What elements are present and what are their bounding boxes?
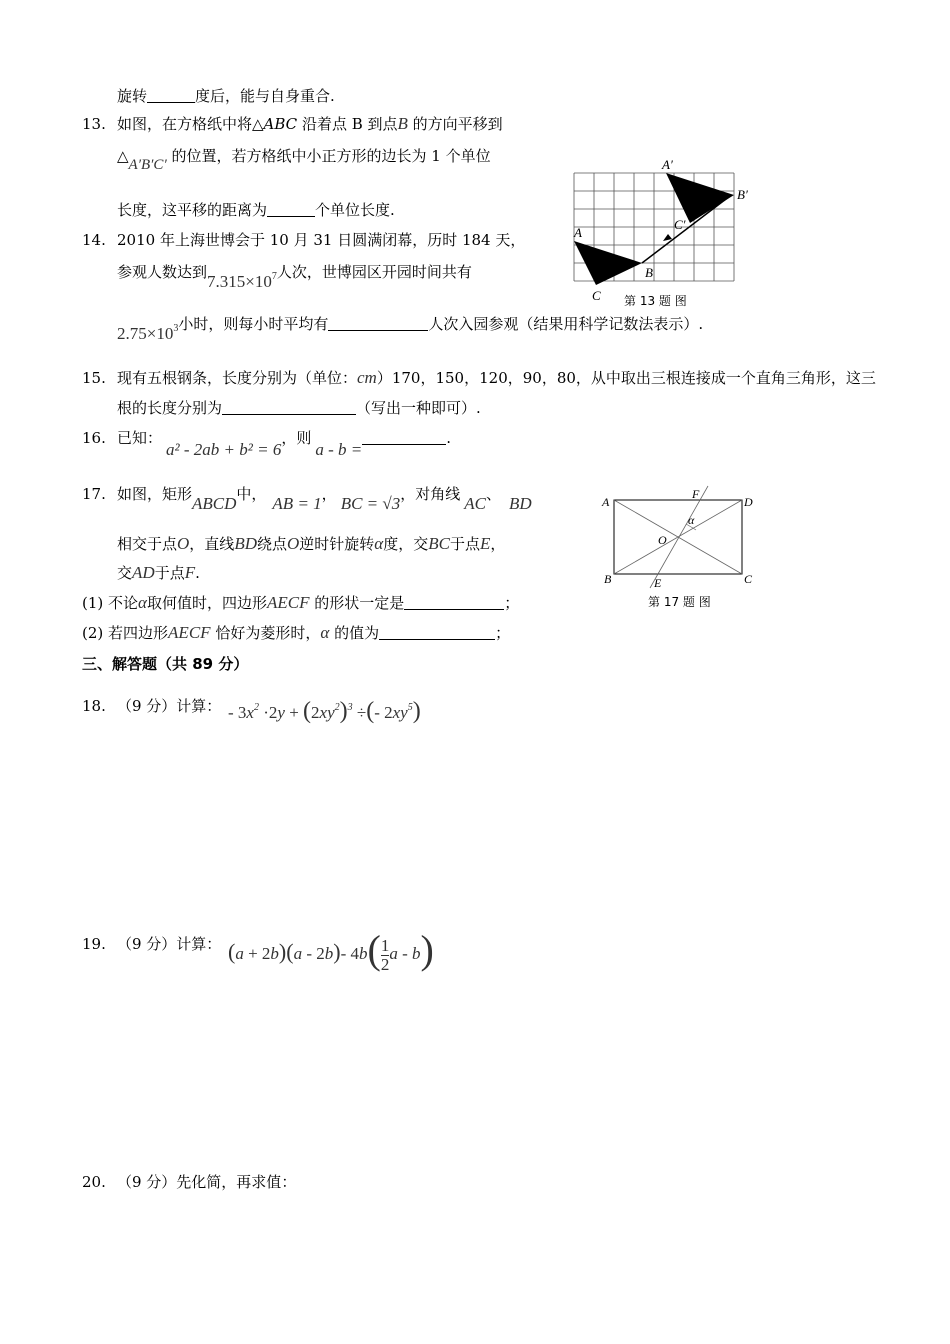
q17-number: 17.	[82, 485, 106, 503]
label-o: O	[658, 533, 667, 547]
figure-17	[598, 484, 758, 614]
q13-number: 13.	[82, 115, 106, 133]
figure-13-caption: 第 13 题 图	[624, 294, 687, 308]
q17-line1: 如图，矩形ABCD中， AB = 1， BC = √3，对角线 AC、 BD	[117, 485, 532, 513]
label-a-prime: A′	[662, 157, 673, 172]
triangle-abc-prime	[666, 173, 734, 223]
q15-line2: 根的长度分别为 （写出一种即可）.	[117, 399, 481, 417]
q17-line3: 交AD于点F.	[117, 563, 200, 582]
label-f: F	[692, 487, 700, 501]
q15-line1: 现有五根钢条，长度分别为（单位：cm）170，150，120，90，80，从中取出三根连接成一个直角三角形，这三	[117, 368, 876, 387]
q14-line1: 2010 年上海世博会于 10 月 31 日圆满闭幕，历时 184 天，	[117, 231, 526, 249]
q18-label: （9 分）计算：	[117, 697, 222, 715]
label-b: B	[604, 572, 612, 586]
q14-number: 14.	[82, 231, 106, 249]
q12-tail: 旋转 度后，能与自身重合.	[117, 87, 335, 105]
answer-blank[interactable]	[222, 400, 356, 415]
label-b: B	[645, 265, 653, 280]
q16-number: 16.	[82, 429, 106, 447]
label-e: E	[654, 576, 662, 590]
label-c: C	[592, 288, 601, 303]
q17-part1: (1) 不论α取何值时，四边形AECF 的形状一定是 ；	[82, 593, 520, 612]
q17-line2: 相交于点O，直线BD绕点O逆时针旋转α度，交BC于点E，	[117, 534, 506, 553]
q20-number: 20.	[82, 1173, 106, 1191]
q17-part2: (2) 若四边形AECF 恰好为菱形时，α 的值为 ；	[82, 623, 511, 642]
answer-blank[interactable]	[267, 202, 315, 217]
q19-number: 19.	[82, 935, 106, 953]
q18-expression: - $3x^2 \cdot 2y + (2xy^2)^3$ ÷(- $2xy^5$)	[228, 698, 421, 724]
q14-line2: 参观人数达到$7.315\times 10^7$人次，世博园区开园时间共有	[117, 263, 472, 291]
figure-17-caption: 第 17 题 图	[648, 595, 711, 609]
label-d: D	[744, 495, 753, 509]
label-c: C	[744, 572, 753, 586]
q15-number: 15.	[82, 369, 106, 387]
answer-blank[interactable]	[362, 430, 446, 445]
q13-line3: 长度，这平移的距离为 个单位长度.	[117, 201, 395, 219]
figure-13	[560, 155, 760, 310]
label-alpha: α	[688, 513, 695, 527]
section-heading: 三、解答题（共 89 分）	[82, 655, 249, 673]
answer-blank[interactable]	[404, 595, 504, 610]
arrow-head	[663, 234, 672, 241]
q16-line: 已知：a² - 2ab + b² = 6，则a - b =.	[117, 429, 452, 459]
q18-number: 18.	[82, 697, 106, 715]
q13-line2: △A′B′C′ 的位置，若方格纸中小正方形的边长为 1 个单位	[117, 147, 491, 173]
answer-blank[interactable]	[147, 88, 195, 103]
q13-line1: 如图，在方格纸中将△ABC 沿着点 B 到点B 的方向平移到	[117, 114, 503, 133]
q19-expression: (a + 2b)(a - 2b)- 4b( $\frac{1}{2}$ a - b)	[228, 927, 434, 974]
label-b-prime: B′	[737, 187, 748, 202]
label-a: A	[602, 495, 610, 509]
q20-label: （9 分）先化简，再求值：	[117, 1173, 297, 1191]
answer-blank[interactable]	[379, 625, 495, 640]
label-c-prime: C′	[674, 217, 686, 232]
answer-blank[interactable]	[328, 316, 428, 331]
label-a: A	[574, 225, 582, 240]
q19-label: （9 分）计算：	[117, 935, 222, 953]
q14-line3: $2.75\times 10^3$小时，则每小时平均有 人次入园参观（结果用科学记数法表示）.	[117, 315, 704, 343]
